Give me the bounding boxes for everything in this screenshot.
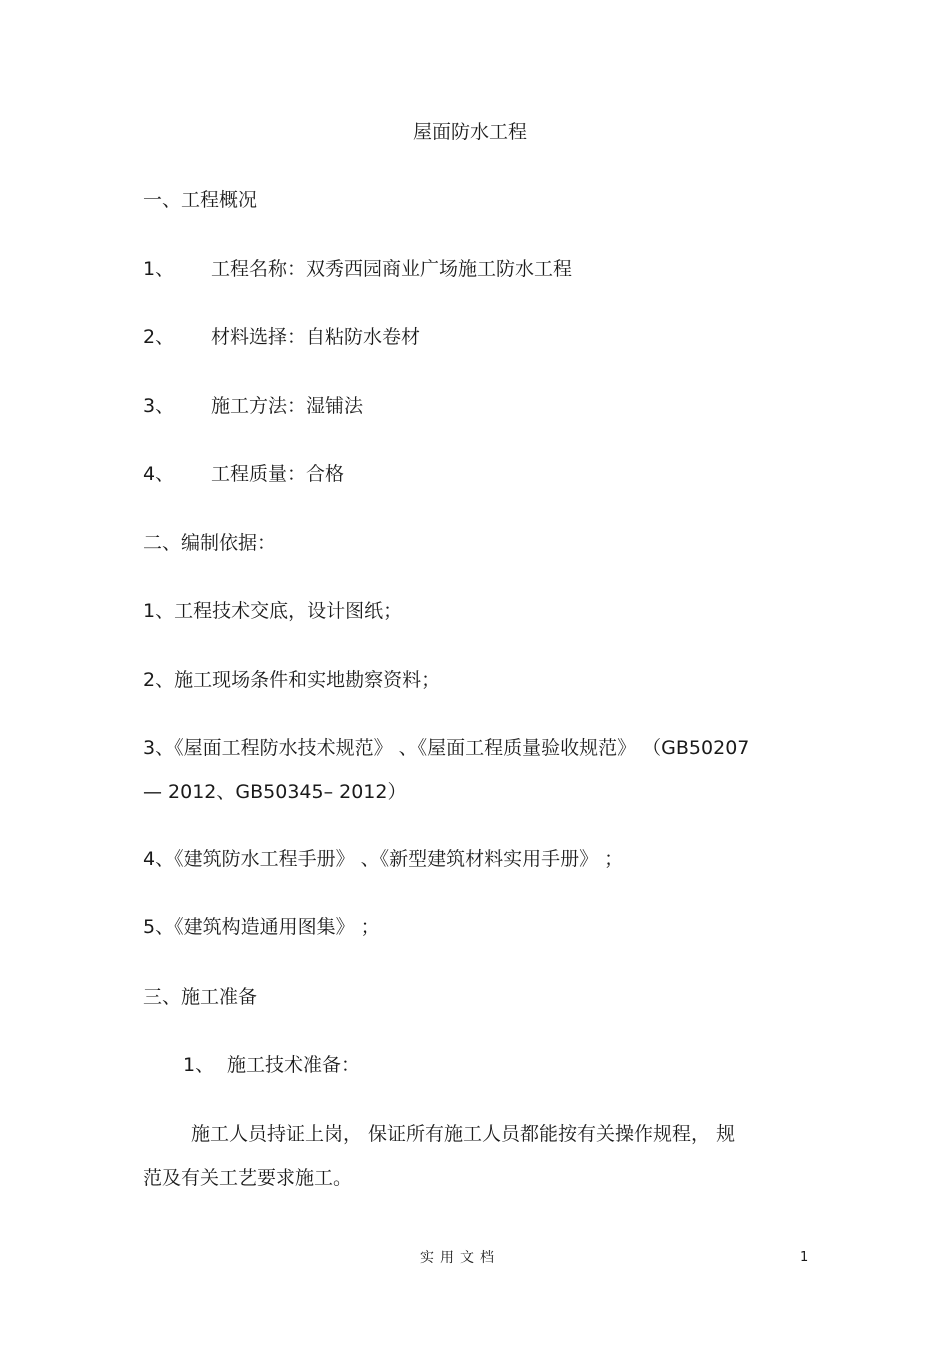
basis-item-continuation: — 2012、GB50345– 2012） [143, 781, 407, 803]
footer-label: 实用文档 [420, 1250, 500, 1266]
basis-item: 1、工程技术交底，设计图纸； [143, 600, 403, 622]
basis-item: 3、《屋面工程防水技术规范》 、《屋面工程质量验收规范》 （GB50207 [143, 737, 750, 759]
basis-item: 2、施工现场条件和实地勘察资料； [143, 669, 441, 691]
paragraph-line: 范及有关工艺要求施工。 [143, 1167, 353, 1189]
section-heading-preparation: 三、施工准备 [143, 986, 258, 1008]
subheading-number: 1、 [183, 1054, 215, 1076]
section-heading-overview: 一、工程概况 [143, 189, 258, 211]
document-title: 屋面防水工程 [412, 121, 527, 143]
basis-item: 5、《建筑构造通用图集》 ； [143, 916, 380, 938]
overview-item-number: 3、 [143, 395, 175, 417]
page-number: 1 [800, 1250, 809, 1265]
paragraph-line: 施工人员持证上岗， 保证所有施工人员都能按有关操作规程， 规 [191, 1123, 736, 1145]
overview-item-number: 4、 [143, 463, 175, 485]
overview-item-number: 1、 [143, 258, 175, 280]
section-heading-basis: 二、编制依据： [143, 532, 277, 554]
overview-item-text: 材料选择：自粘防水卷材 [211, 326, 421, 348]
overview-item-text: 工程质量：合格 [211, 463, 345, 485]
overview-item-text: 工程名称：双秀西园商业广场施工防水工程 [211, 258, 573, 280]
subheading-text: 施工技术准备： [227, 1054, 361, 1076]
overview-item-text: 施工方法：湿铺法 [211, 395, 364, 417]
basis-item: 4、《建筑防水工程手册》 、《新型建筑材料实用手册》 ； [143, 848, 624, 870]
overview-item-number: 2、 [143, 326, 175, 348]
